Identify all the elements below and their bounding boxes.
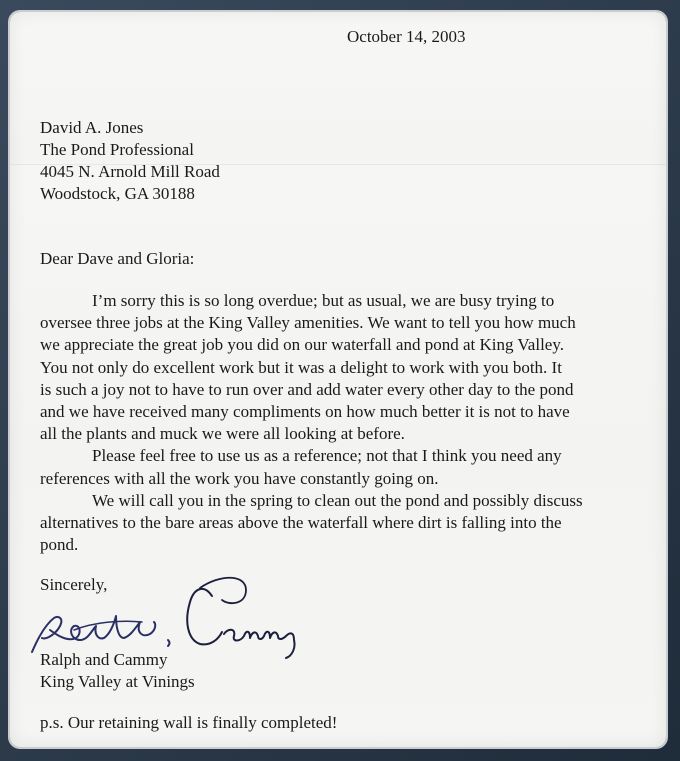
body-line: I’m sorry this is so long overdue; but as usual, we are busy trying to (92, 291, 555, 310)
signer-names: Ralph and Cammy (40, 650, 168, 669)
body-line: alternatives to the bare areas above the waterfall where dirt is falling into the (40, 512, 562, 532)
signer-block (40, 649, 195, 693)
recipient-city: Woodstock, GA 30188 (40, 184, 195, 203)
salutation: Dear Dave and Gloria: (40, 249, 195, 268)
body-line: is such a joy not to have to run over and add water every other day to the pond (40, 379, 574, 399)
body-line: We will call you in the spring to clean out the pond and possibly discuss (92, 490, 583, 510)
letter-date: October 14, 2003 (347, 27, 466, 46)
signer-location: King Valley at Vinings (40, 672, 195, 691)
recipient-street: 4045 N. Arnold Mill Road (40, 162, 220, 181)
body-line: pond. (40, 535, 79, 555)
recipient-name: David A. Jones (40, 118, 144, 137)
body-line: You not only do excellent work but it was a delight to work with you both. It (40, 357, 562, 377)
body-line: oversee three jobs at the King Valley amenities. We want to tell you how much (40, 313, 576, 333)
postscript: p.s. Our retaining wall is finally completed! (40, 713, 338, 732)
body-line: we appreciate the great job you did on our waterfall and pond at King Valley. (40, 335, 564, 355)
recipient-company: The Pond Professional (40, 140, 194, 159)
body-line: all the plants and muck we were all looking at before. (40, 424, 405, 444)
closing: Sincerely, (40, 575, 108, 594)
letter-page (10, 12, 666, 747)
letter-body (40, 290, 640, 556)
body-line: references with all the work you have constantly going on. (40, 468, 439, 488)
body-line: and we have received many compliments on how much better it is not to have (40, 401, 570, 421)
handwritten-signature (24, 560, 324, 660)
recipient-address (40, 117, 220, 205)
body-line: Please feel free to use us as a reference; not that I think you need any (92, 446, 562, 466)
